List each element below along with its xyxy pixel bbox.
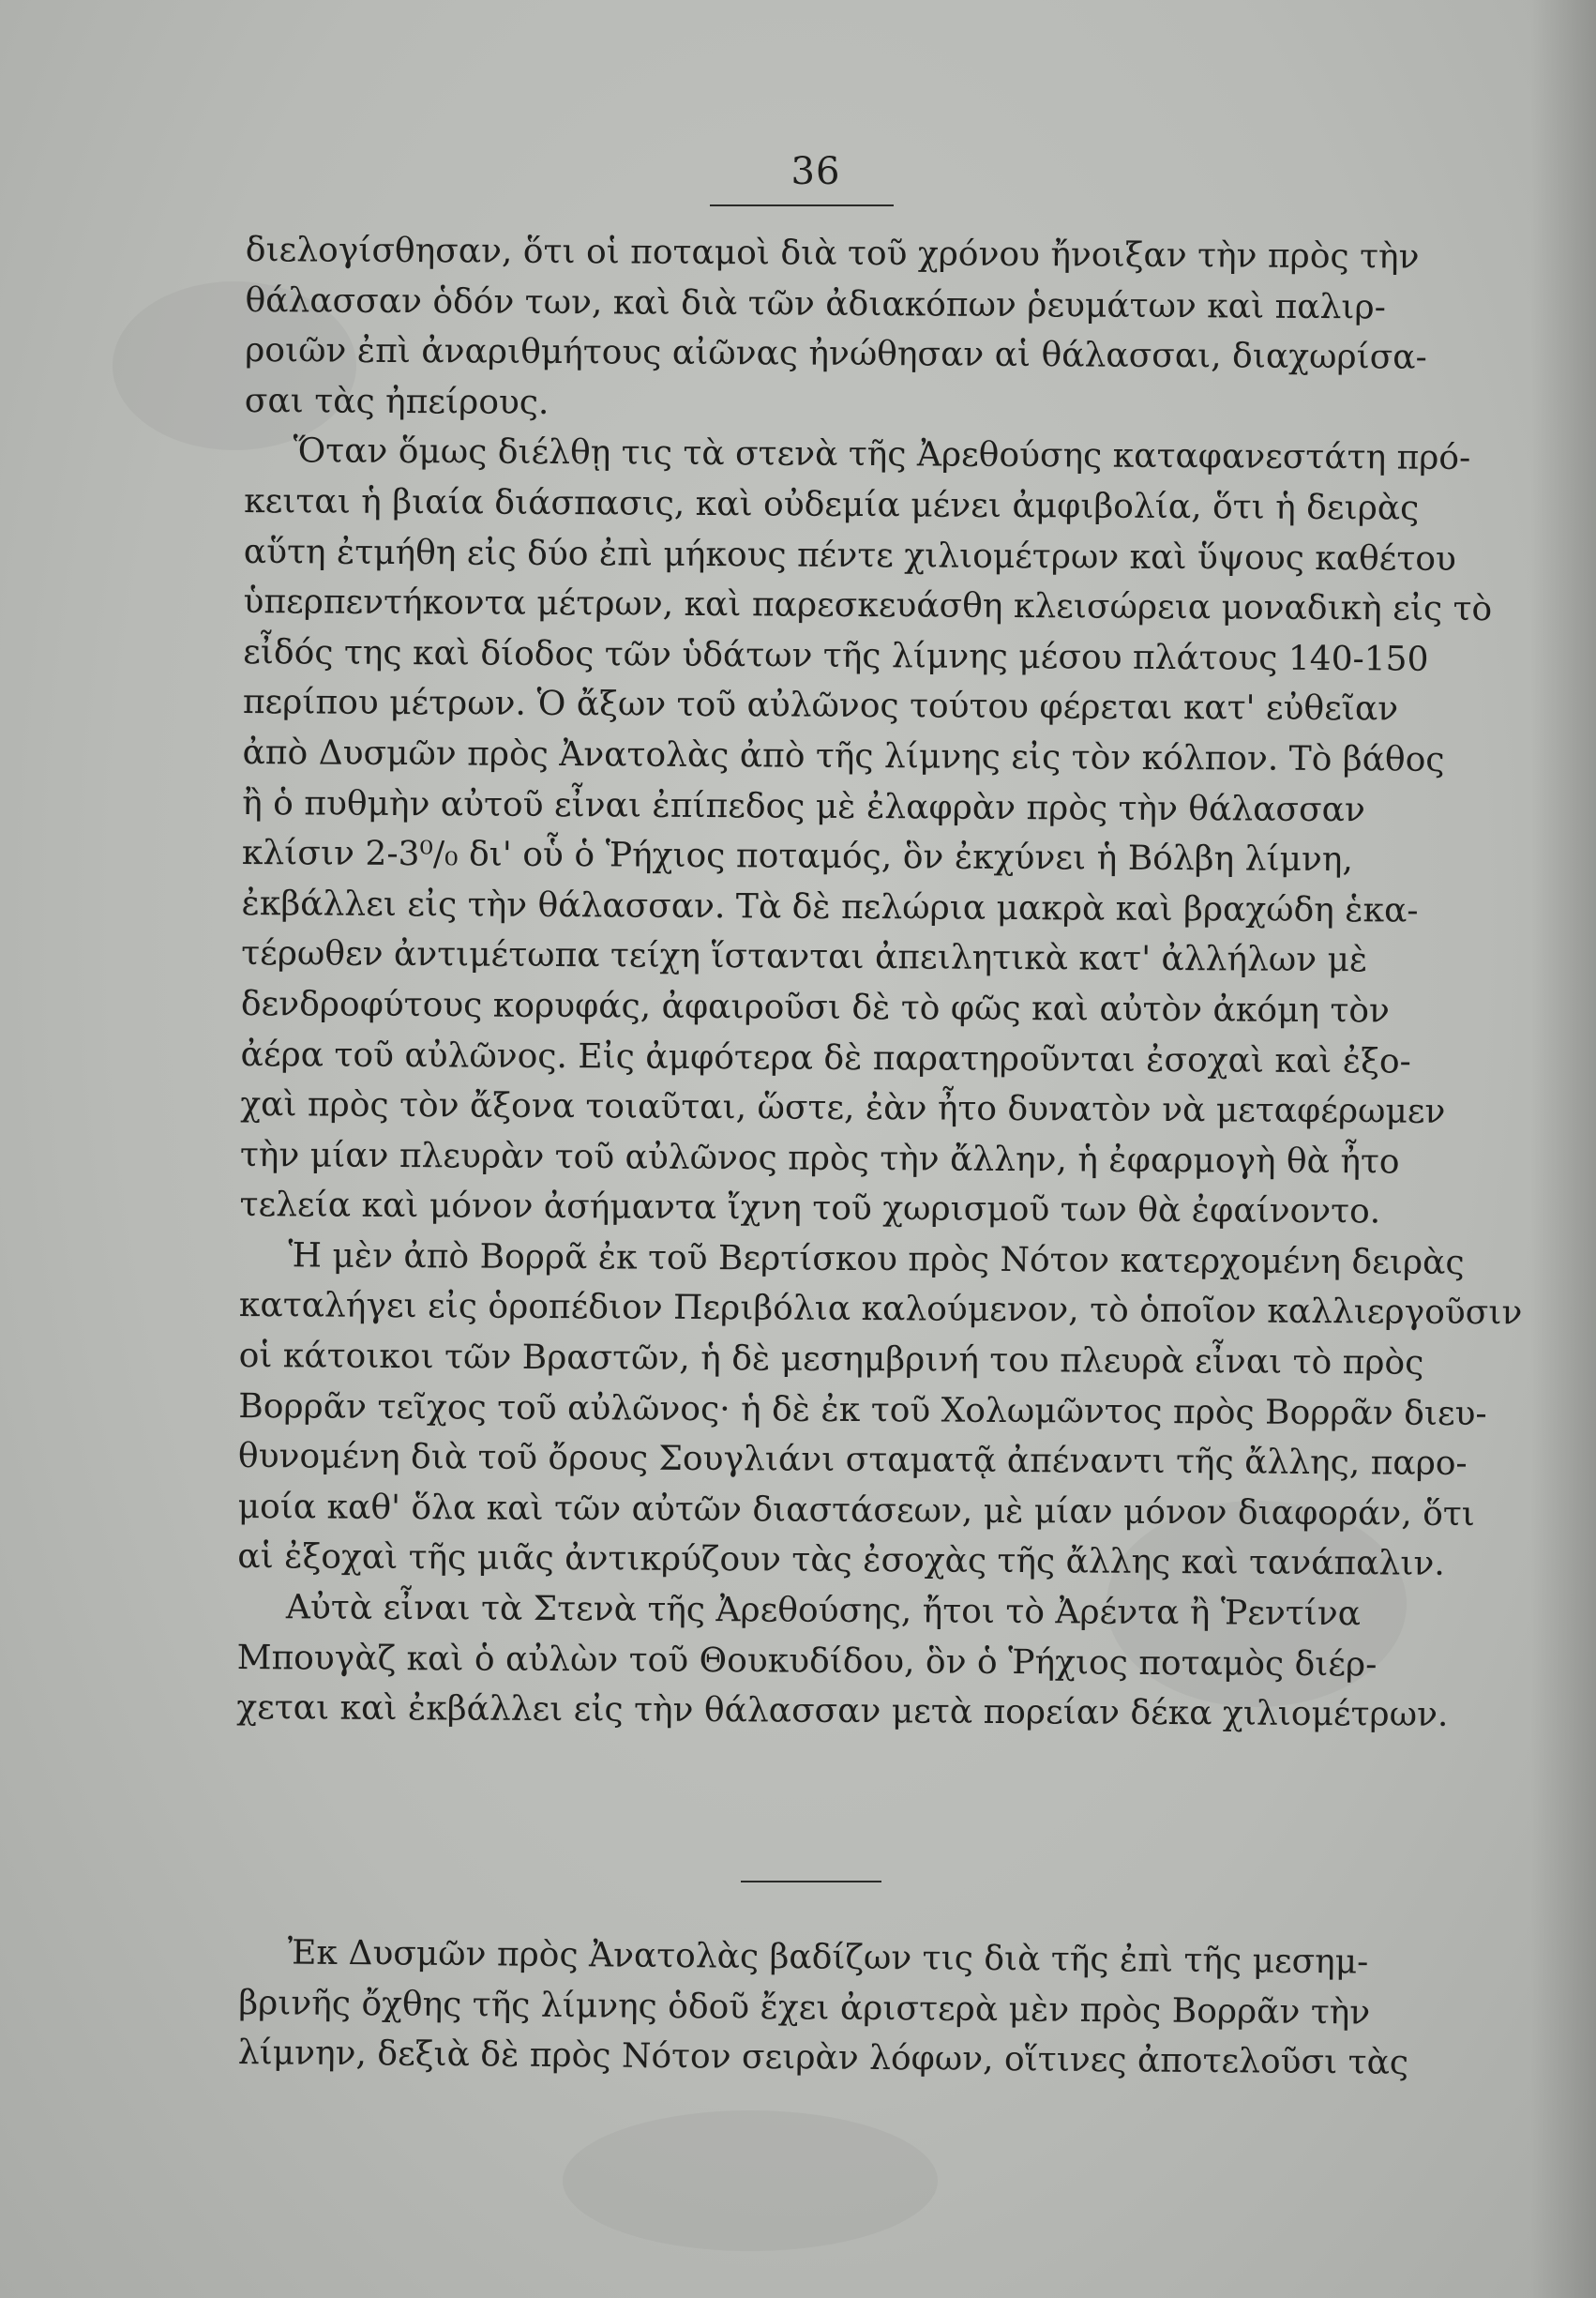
- text-line: Ἡ μὲν ἀπὸ Βορρᾶ ἐκ τοῦ Βερτίσκου πρὸς Νότον κατερχομένη δειρὰς: [288, 1236, 1465, 1282]
- text-line: ἀέρα τοῦ αὐλῶνος. Εἰς ἀμφότερα δὲ παρατηροῦνται ἐσοχαὶ καὶ ἐξο-: [240, 1035, 1411, 1081]
- text-line: ὑπερπεντήκοντα μέτρων, καὶ παρεσκευάσθη κλεισώρεια μοναδικὴ εἰς τὸ: [243, 582, 1493, 629]
- text-line: καταλήγει εἰς ὁροπέδιον Περιβόλια καλούμενον, τὸ ὁποῖον καλλιεργοῦσιν: [238, 1286, 1523, 1333]
- text-line: Βορρᾶν τεῖχος τοῦ αὐλῶνος· ἡ δὲ ἐκ τοῦ Χολωμῶντος πρὸς Βορρᾶν διευ-: [238, 1386, 1487, 1433]
- text-line: Μπουγὰζ καὶ ὁ αὐλὼν τοῦ Θουκυδίδου, ὃν ὁ Ῥήχιος ποταμὸς διέρ-: [236, 1638, 1378, 1685]
- text-line: Ὅταν ὅμως διέλθῃ τις τὰ στενὰ τῆς Ἀρεθούσης καταφανεστάτη πρό-: [293, 431, 1471, 478]
- text-line: ἀπὸ Δυσμῶν πρὸς Ἀνατολὰς ἀπὸ τῆς λίμνης εἰς τὸν κόλπον. Τὸ βάθος: [242, 733, 1445, 779]
- text-line: βρινῆς ὄχθης τῆς λίμνης ὁδοῦ ἔχει ἀριστερὰ μὲν πρὸς Βορρᾶν τὴν: [238, 1983, 1371, 2033]
- text-line: χεται καὶ ἐκβάλλει εἰς τὴν θάλασσαν μετὰ πορείαν δέκα χιλιομέτρων.: [236, 1688, 1449, 1735]
- header-rule: [710, 204, 894, 206]
- text-line: τὴν μίαν πλευρὰν τοῦ αὐλῶνος πρὸς τὴν ἄλλην, ἡ ἐφαρμογὴ θὰ ἦτο: [239, 1135, 1400, 1182]
- text-line: χαὶ πρὸς τὸν ἄξονα τοιαῦται, ὥστε, ἐὰν ἦτο δυνατὸν νὰ μεταφέρωμεν: [240, 1085, 1446, 1131]
- text-line: αἱ ἐξοχαὶ τῆς μιᾶς ἀντικρύζουν τὰς ἐσοχὰς τῆς ἄλλης καὶ τανάπαλιν.: [237, 1537, 1445, 1584]
- text-line: περίπου μέτρων. Ὁ ἄξων τοῦ αὐλῶνος τούτου φέρεται κατ' εὐθεῖαν: [242, 683, 1399, 729]
- page-number: 36: [790, 150, 841, 193]
- text-line: τέρωθεν ἀντιμέτωπα τείχη ἵστανται ἀπειλητικὰ κατ' ἀλλήλων μὲ: [241, 934, 1368, 980]
- text-line: δενδροφύτους κορυφάς, ἀφαιροῦσι δὲ τὸ φῶς καὶ αὐτὸν ἀκόμη τὸν: [240, 984, 1390, 1031]
- text-line: λίμνην, δεξιὰ δὲ πρὸς Νότον σειρὰν λόφων, οἵτινες ἀποτελοῦσι τὰς: [237, 2033, 1409, 2083]
- text-line: ροιῶν ἐπὶ ἀναριθμήτους αἰῶνας ἠνώθησαν αἱ θάλασσαι, διαχωρίσα-: [245, 331, 1427, 377]
- text-line: Αὐτὰ εἶναι τὰ Στενὰ τῆς Ἀρεθούσης, ἤτοι τὸ Ἀρέντα ἢ Ῥεντίνα: [285, 1588, 1362, 1634]
- text-line: διελογίσθησαν, ὅτι οἱ ποταμοὶ διὰ τοῦ χρόνου ἤνοιξαν τὴν πρὸς τὴν: [245, 230, 1420, 277]
- text-line: κειται ἡ βιαία διάσπασις, καὶ οὐδεμία μένει ἀμφιβολία, ὅτι ἡ δειρὰς: [244, 481, 1420, 528]
- text-line: Ἐκ Δυσμῶν πρὸς Ἀνατολὰς βαδίζων τις διὰ τῆς ἐπὶ τῆς μεσημ-: [287, 1933, 1369, 1982]
- section-divider: [741, 1881, 881, 1882]
- continuation-text: [237, 1928, 1409, 2088]
- text-line: μοία καθ' ὅλα καὶ τῶν αὐτῶν διαστάσεων, μὲ μίαν μόνον διαφοράν, ὅτι: [237, 1487, 1475, 1534]
- text-line: τελεία καὶ μόνον ἀσήμαντα ἴχνη τοῦ χωρισμοῦ των θὰ ἐφαίνοντο.: [239, 1186, 1381, 1232]
- paper-stain: [563, 2110, 938, 2251]
- text-line: θυνομένη διὰ τοῦ ὄρους Σουγλιάνι σταματᾷ ἀπέναντι τῆς ἄλλης, παρο-: [237, 1437, 1468, 1484]
- text-line: ἢ ὁ πυθμὴν αὐτοῦ εἶναι ἐπίπεδος μὲ ἐλαφρὰν πρὸς τὴν θάλασσαν: [242, 783, 1365, 829]
- text-line: εἶδός της καὶ δίοδος τῶν ὑδάτων τῆς λίμνης μέσου πλάτους 140-150: [243, 632, 1429, 679]
- text-line: κλίσιν 2-3⁰/₀ δι' οὗ ὁ Ῥήχιος ποταμός, ὃν ἐκχύνει ἡ Βόλβη λίμνη,: [241, 834, 1354, 880]
- text-line: σαι τὰς ἠπείρους.: [244, 381, 550, 422]
- text-line: θάλασσαν ὁδόν των, καὶ διὰ τῶν ἀδιακόπων ῥευμάτων καὶ παλιρ-: [245, 280, 1386, 327]
- binding-shadow: [1530, 0, 1596, 2298]
- main-text: [236, 225, 1523, 1740]
- text-line: ἐκβάλλει εἰς τὴν θάλασσαν. Τὰ δὲ πελώρια μακρὰ καὶ βραχώδη ἑκα-: [241, 884, 1419, 930]
- text-line: αὕτη ἐτμήθη εἰς δύο ἐπὶ μήκους πέντε χιλιομέτρων καὶ ὕψους καθέτου: [243, 532, 1457, 579]
- text-line: οἱ κάτοικοι τῶν Βραστῶν, ἡ δὲ μεσημβρινή του πλευρὰ εἶναι τὸ πρὸς: [238, 1337, 1424, 1383]
